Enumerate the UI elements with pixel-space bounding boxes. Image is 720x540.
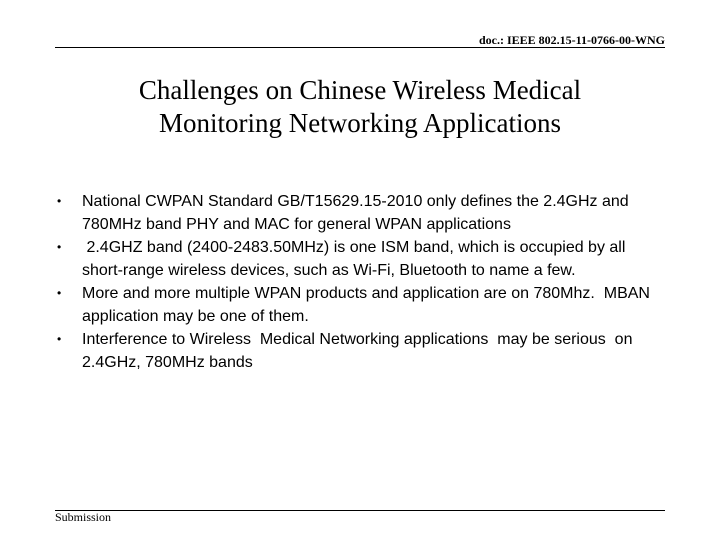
bullet-icon: • (57, 332, 62, 346)
bullet-text: National CWPAN Standard GB/T15629.15-2010 only defines the 2.4GHz and 780MHz band PHY and MAC for general WPAN applications (82, 193, 629, 233)
bullet-text: 2.4GHZ band (2400-2483.50MHz) is one ISM band, which is occupied by all short-range wireless devices, such as Wi-Fi, Bluetooth to name a few. (82, 239, 630, 279)
bullet-icon: • (57, 240, 62, 254)
bullet-text: More and more multiple WPAN products and application are on 780Mhz. MBAN application may be one of them. (82, 285, 655, 325)
bullet-icon: • (57, 194, 62, 208)
footer-rule (55, 510, 665, 511)
bullet-text: Interference to Wireless Medical Networking applications may be serious on 2.4GHz, 780MHz bands (82, 331, 637, 371)
bullet-item (0, 236, 667, 282)
bullet-icon: • (57, 286, 62, 300)
document-id: doc.: IEEE 802.15-11-0766-00-WNG (479, 33, 665, 47)
bullet-list (0, 190, 720, 374)
header-rule (55, 47, 665, 48)
slide-title (60, 74, 660, 140)
bullet-item (0, 328, 667, 374)
slide-title-line-2: Monitoring Networking Applications (159, 108, 561, 138)
bullet-item (0, 282, 667, 328)
footer-label: Submission (55, 510, 112, 524)
slide-title-line-1: Challenges on Chinese Wireless Medical (138, 75, 582, 105)
bullet-item (0, 190, 667, 236)
